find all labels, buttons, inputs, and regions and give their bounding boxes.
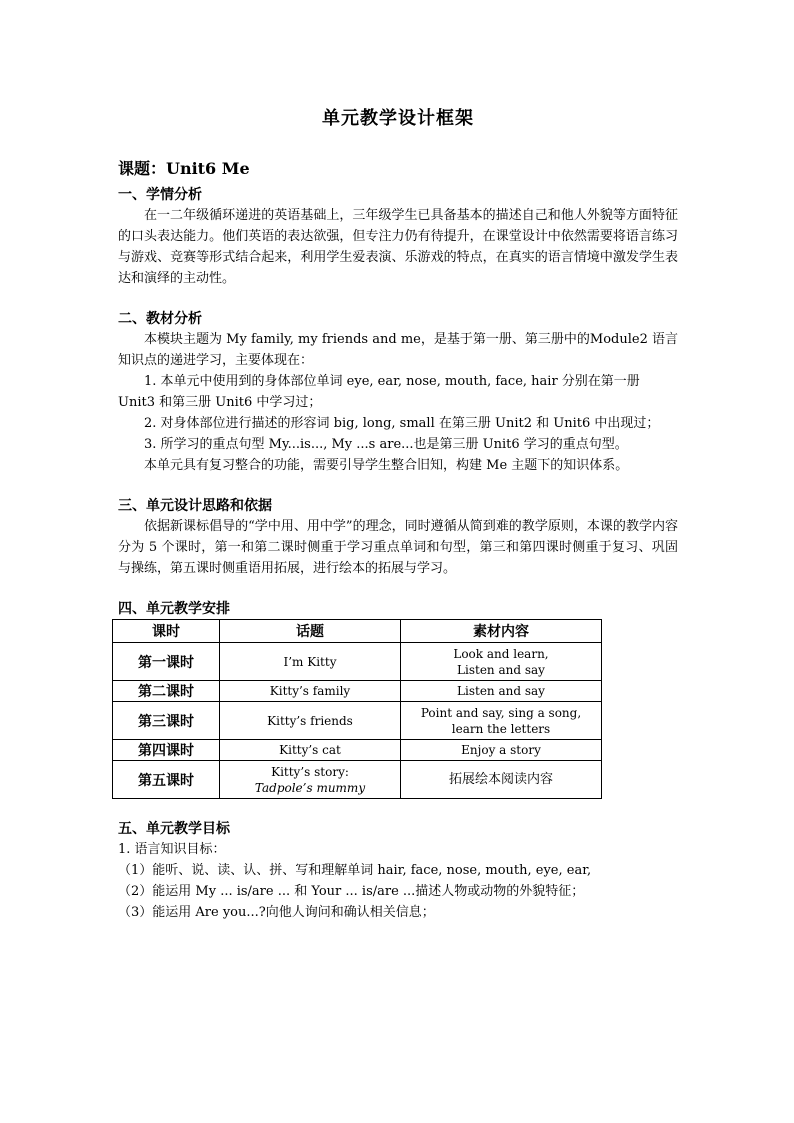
section-2-item: 2. 对身体部位进行描述的形容词 big, long, small 在第三册 Unit2 和 Unit6 中出现过； bbox=[144, 416, 660, 431]
document-title: 单元教学设计框架 bbox=[322, 108, 474, 129]
topic-cell: I’m Kitty bbox=[220, 643, 401, 681]
material-cell bbox=[401, 702, 602, 740]
material-cell bbox=[401, 643, 602, 681]
topic-line-italic: Tadpole’s mummy bbox=[254, 780, 366, 795]
topic-line: Kitty’s story: bbox=[271, 764, 349, 779]
section-heading-4: 四、单元教学安排 bbox=[118, 601, 230, 617]
material-line: Look and learn, bbox=[453, 646, 549, 661]
section-1-paragraph: 在一二年级循环递进的英语基础上，三年级学生已具备基本的描述自己和他人外貌等方面特征的口头表达能力。他们英语的表达欲强，但专注力仍有待提升，在课堂设计中依然需要将语言练习与游戏、竞赛等形式结合起来，利用学生爱表演、乐游戏的特点，在真实的语言情境中激发学生表达和演绎的主动性。 bbox=[118, 208, 678, 286]
material-cell bbox=[401, 740, 602, 761]
period-cell: 第二课时 bbox=[113, 681, 220, 702]
material-line: Listen and say bbox=[457, 684, 545, 698]
period-cell: 第一课时 bbox=[113, 643, 220, 681]
column-header-period: 课时 bbox=[113, 620, 220, 643]
period-cell: 第五课时 bbox=[113, 761, 220, 799]
material-line: Listen and say bbox=[457, 662, 545, 677]
schedule-table bbox=[112, 619, 602, 799]
section-3-paragraph: 依据新课标倡导的“学中用、用中学”的理念，同时遵循从简到难的教学原则，本课的教学内容分为 5 个课时，第一和第二课时侧重于学习重点单词和句型，第三和第四课时侧重于复习、巩固与操练，第五课时侧重语用拓展，进行绘本的拓展与学习。 bbox=[118, 519, 678, 576]
table-row bbox=[113, 702, 602, 740]
table-row bbox=[113, 643, 602, 681]
topic-cell bbox=[220, 761, 401, 799]
material-cell bbox=[401, 681, 602, 702]
table-row bbox=[113, 740, 602, 761]
section-5-item: （2）能运用 My ... is/are ... 和 Your ... is/are ...描述人物或动物的外貌特征； bbox=[118, 884, 585, 899]
topic-cell: Kitty’s friends bbox=[220, 702, 401, 740]
section-2-item: 1. 本单元中使用到的身体部位单词 eye, ear, nose, mouth, face, hair 分别在第一册 Unit3 和第三册 Unit6 中学习过； bbox=[118, 374, 640, 410]
material-cell: 拓展绘本阅读内容 bbox=[401, 761, 602, 799]
section-2-intro: 本模块主题为 My family, my friends and me，是基于第一册、第三册中的Module2 语言知识点的递进学习，主要体现在： bbox=[118, 332, 678, 368]
topic-cell: Kitty’s family bbox=[220, 681, 401, 702]
column-header-material: 素材内容 bbox=[401, 620, 602, 643]
topic-cell: Kitty’s cat bbox=[220, 740, 401, 761]
section-heading-3: 三、单元设计思路和依据 bbox=[118, 498, 272, 514]
section-2-closing: 本单元具有复习整合的功能，需要引导学生整合旧知，构建 Me 主题下的知识体系。 bbox=[144, 458, 629, 473]
section-heading-1: 一、学情分析 bbox=[118, 187, 202, 203]
material-line: learn the letters bbox=[451, 721, 551, 736]
table-row bbox=[113, 681, 602, 702]
section-heading-5: 五、单元教学目标 bbox=[118, 821, 230, 837]
section-5-item: （3）能运用 Are you...?向他人询问和确认相关信息； bbox=[118, 905, 435, 920]
section-5-item: （1）能听、说、读、认、拼、写和理解单词 hair, face, nose, mouth, eye, ear, bbox=[118, 863, 592, 878]
section-5-subheading: 1. 语言知识目标： bbox=[118, 842, 226, 857]
period-cell: 第四课时 bbox=[113, 740, 220, 761]
section-heading-2: 二、教材分析 bbox=[118, 311, 202, 327]
document-page bbox=[118, 100, 678, 923]
material-line: Enjoy a story bbox=[461, 743, 541, 757]
table-row bbox=[113, 761, 602, 799]
section-2-item: 3. 所学习的重点句型 My...is..., My ...s are...也是第三册 Unit6 学习的重点句型。 bbox=[144, 437, 628, 452]
material-line: Point and say, sing a song, bbox=[420, 705, 582, 720]
lesson-topic: 课题：Unit6 Me bbox=[118, 159, 250, 178]
table-header-row bbox=[113, 620, 602, 643]
period-cell: 第三课时 bbox=[113, 702, 220, 740]
column-header-topic: 话题 bbox=[220, 620, 401, 643]
